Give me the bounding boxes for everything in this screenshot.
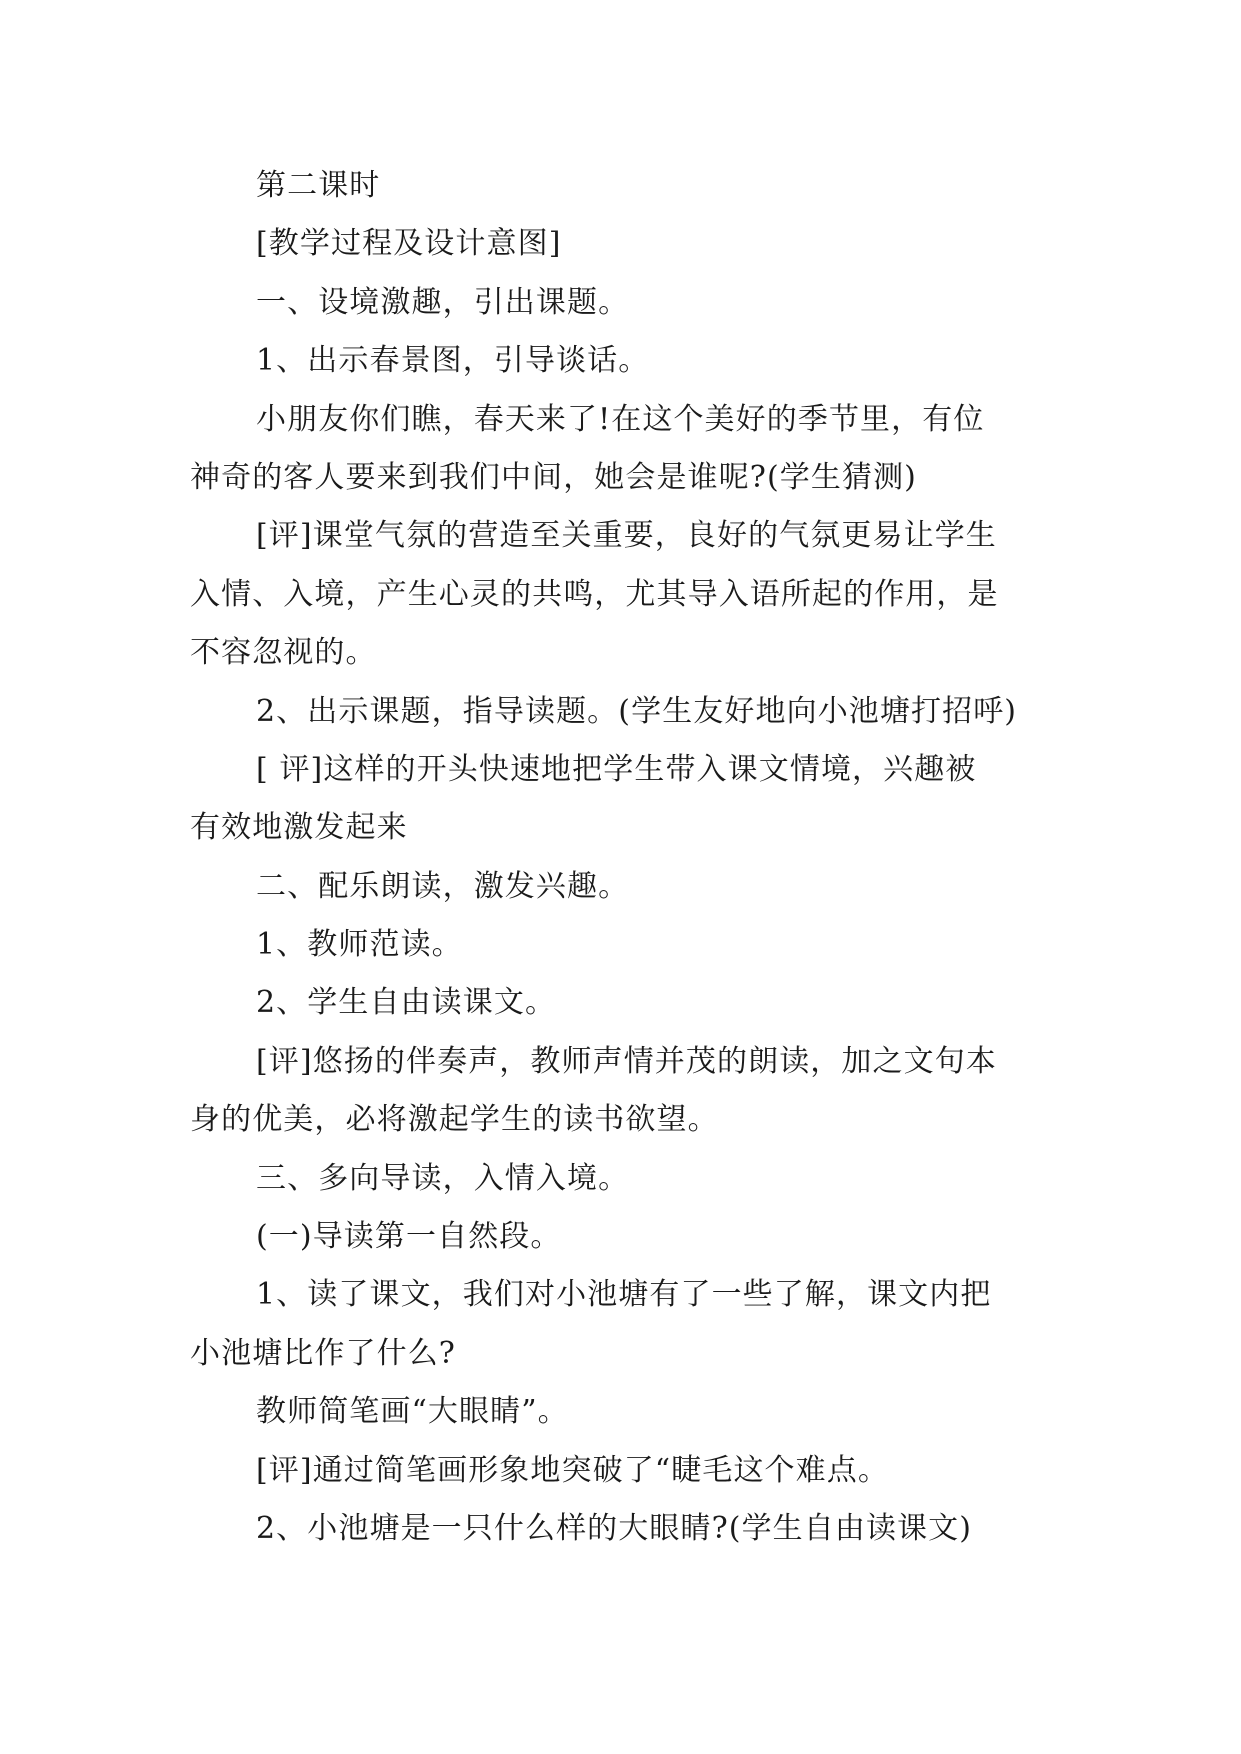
comment-line: [评]课堂气氛的营造至关重要，良好的气氛更易让学生 bbox=[256, 518, 997, 554]
comment-line: 有效地激发起来 bbox=[190, 810, 408, 846]
paragraph-line: 1、教师范读。 bbox=[256, 927, 463, 963]
comment-line: 身的优美，必将激起学生的读书欲望。 bbox=[190, 1102, 719, 1138]
comment-line: [评]通过简笔画形象地突破了“睫毛这个难点。 bbox=[256, 1452, 889, 1488]
section-heading: [教学过程及设计意图] bbox=[256, 226, 562, 262]
paragraph-line: 1、出示春景图，引导谈话。 bbox=[256, 343, 650, 379]
sub-heading: (一)导读第一自然段。 bbox=[256, 1219, 562, 1255]
step-heading: 一、设境激趣，引出课题。 bbox=[256, 284, 630, 320]
document-body bbox=[190, 157, 1060, 1558]
comment-line: [评]悠扬的伴奏声，教师声情并茂的朗读，加之文句本 bbox=[256, 1043, 997, 1079]
paragraph-line: 1、读了课文，我们对小池塘有了一些了解，课文内把 bbox=[256, 1277, 992, 1313]
paragraph-line: 神奇的客人要来到我们中间，她会是谁呢?(学生猜测) bbox=[190, 459, 917, 495]
comment-line: 不容忽视的。 bbox=[190, 635, 377, 671]
comment-line: 入情、入境，产生心灵的共鸣，尤其导入语所起的作用，是 bbox=[190, 576, 999, 612]
paragraph-line: 2、小池塘是一只什么样的大眼睛?(学生自由读课文) bbox=[256, 1510, 973, 1546]
comment-line: [ 评]这样的开头快速地把学生带入课文情境，兴趣被 bbox=[256, 751, 977, 787]
lesson-heading: 第二课时 bbox=[256, 168, 381, 203]
step-heading: 二、配乐朗读，激发兴趣。 bbox=[256, 868, 630, 904]
paragraph-line: 小朋友你们瞧，春天来了!在这个美好的季节里，有位 bbox=[256, 401, 985, 437]
paragraph-line: 小池塘比作了什么? bbox=[190, 1335, 456, 1371]
paragraph-line: 教师简笔画“大眼睛”。 bbox=[256, 1394, 569, 1430]
step-heading: 三、多向导读，入情入境。 bbox=[256, 1160, 630, 1196]
paragraph-line: 2、学生自由读课文。 bbox=[256, 985, 557, 1021]
paragraph-line: 2、出示课题，指导读题。(学生友好地向小池塘打招呼) bbox=[256, 693, 1018, 729]
